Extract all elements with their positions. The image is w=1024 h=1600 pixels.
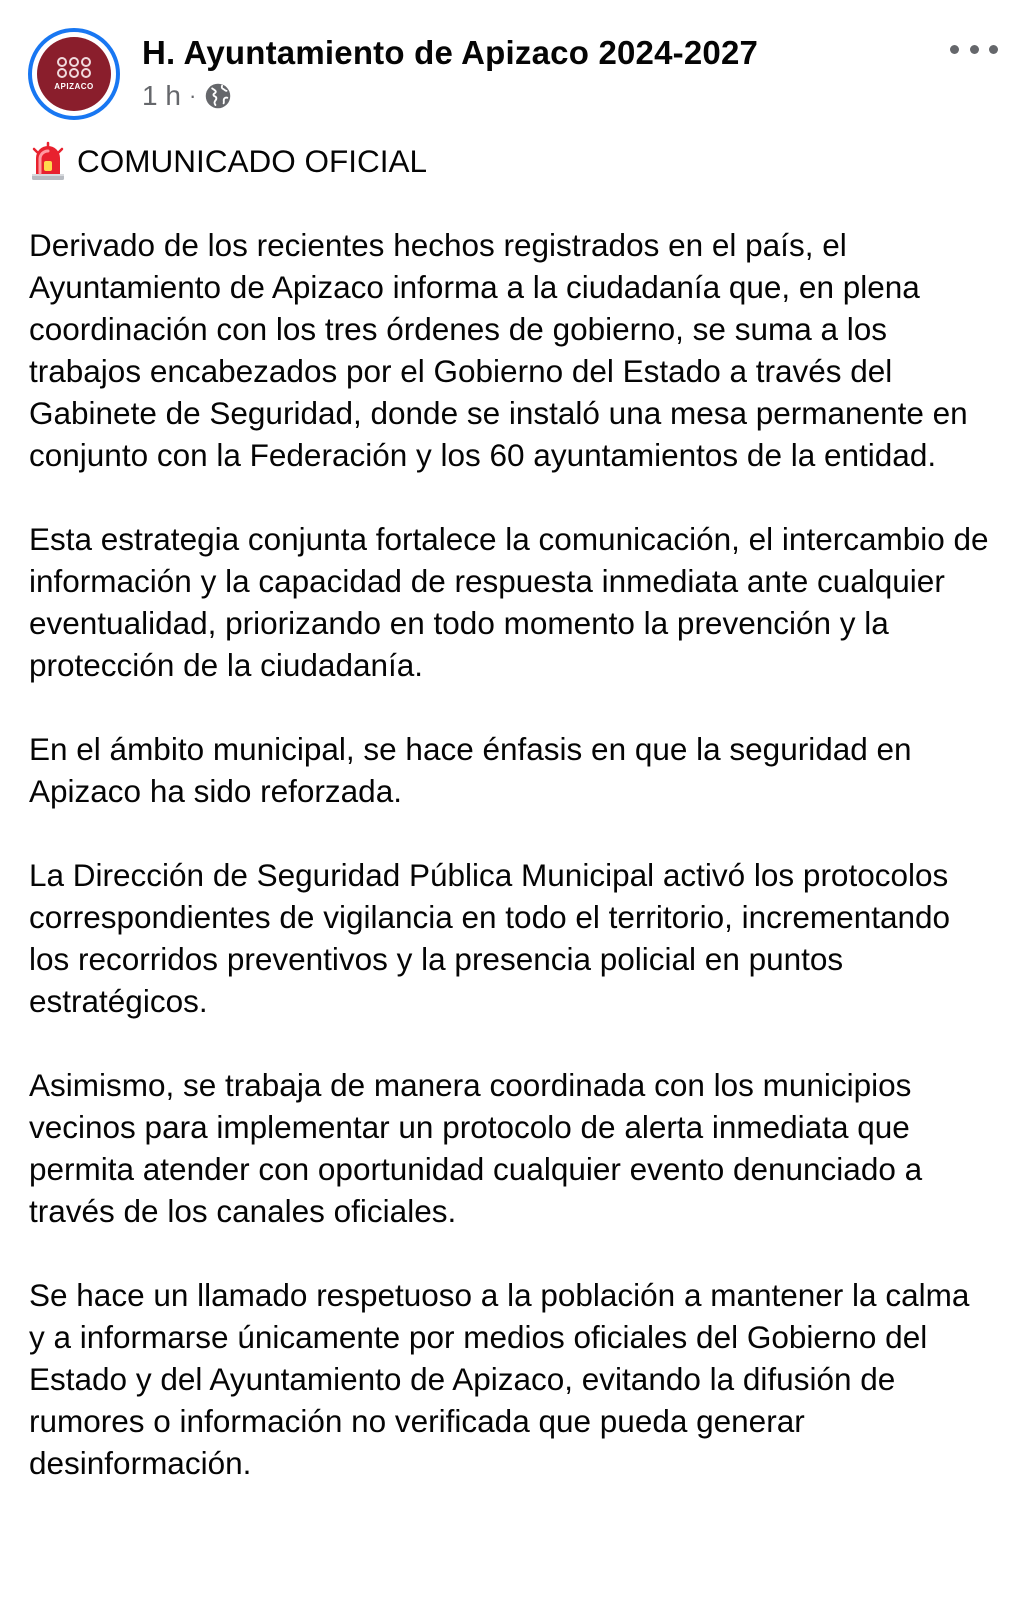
avatar-logo — [37, 37, 111, 111]
globe-icon[interactable] — [204, 82, 232, 110]
meta-separator: · — [188, 83, 197, 108]
post-header — [0, 0, 1024, 130]
post-paragraph: La Dirección de Seguridad Pública Municipal activó los protocolos correspondientes de vigilancia en todo el territorio, incrementando los recorridos preventivos y la presencia policial en puntos estratégicos. — [29, 857, 951, 1019]
siren-icon — [29, 141, 67, 181]
avatar-logo-text: APIZACO — [54, 82, 94, 91]
post-paragraph: Derivado de los recientes hechos registrados en el país, el Ayuntamiento de Apizaco informa a la ciudadanía que, en plena coordinación con los tres órdenes de gobierno, se suma a los trabajos encabezados por el Gobierno del Estado a través del Gabinete de Seguridad, donde se instaló una mesa permanente en conjunto con la Federación y los 60 ayuntamientos de la entidad. — [29, 227, 968, 473]
post-content — [29, 140, 989, 1526]
post-paragraph: En el ámbito municipal, se hace énfasis en que la seguridad en Apizaco ha sido reforzada. — [29, 731, 912, 809]
page-avatar[interactable] — [28, 28, 120, 120]
post-timestamp[interactable]: 1 h — [142, 80, 181, 111]
more-options-button[interactable] — [950, 34, 998, 64]
post-paragraph: Asimismo, se trabaja de manera coordinada con los municipios vecinos para implementar un protocolo de alerta inmediata que permita atender con oportunidad cualquier evento denunciado a través de los canales oficiales. — [29, 1067, 923, 1229]
logo-rings-icon — [57, 57, 91, 67]
more-dot-icon — [970, 45, 979, 54]
post-headline — [29, 140, 989, 182]
post-meta — [142, 80, 232, 112]
page-name-link[interactable]: H. Ayuntamiento de Apizaco 2024-2027 — [142, 34, 759, 71]
logo-rings-lower-icon — [57, 68, 91, 78]
post-paragraph: Se hace un llamado respetuoso a la población a mantener la calma y a informarse únicamente por medios oficiales del Gobierno del Estado y del Ayuntamiento de Apizaco, evitando la difusión de rumores o información no verificada que pueda generar desinformación. — [29, 1277, 970, 1481]
more-dot-icon — [950, 45, 959, 54]
headline-text: COMUNICADO OFICIAL — [77, 143, 428, 179]
more-dot-icon — [989, 45, 998, 54]
post-paragraph: Esta estrategia conjunta fortalece la comunicación, el intercambio de información y la capacidad de respuesta inmediata ante cualquier eventualidad, priorizando en todo momento la prevención y la protección de la ciudadanía. — [29, 521, 989, 683]
